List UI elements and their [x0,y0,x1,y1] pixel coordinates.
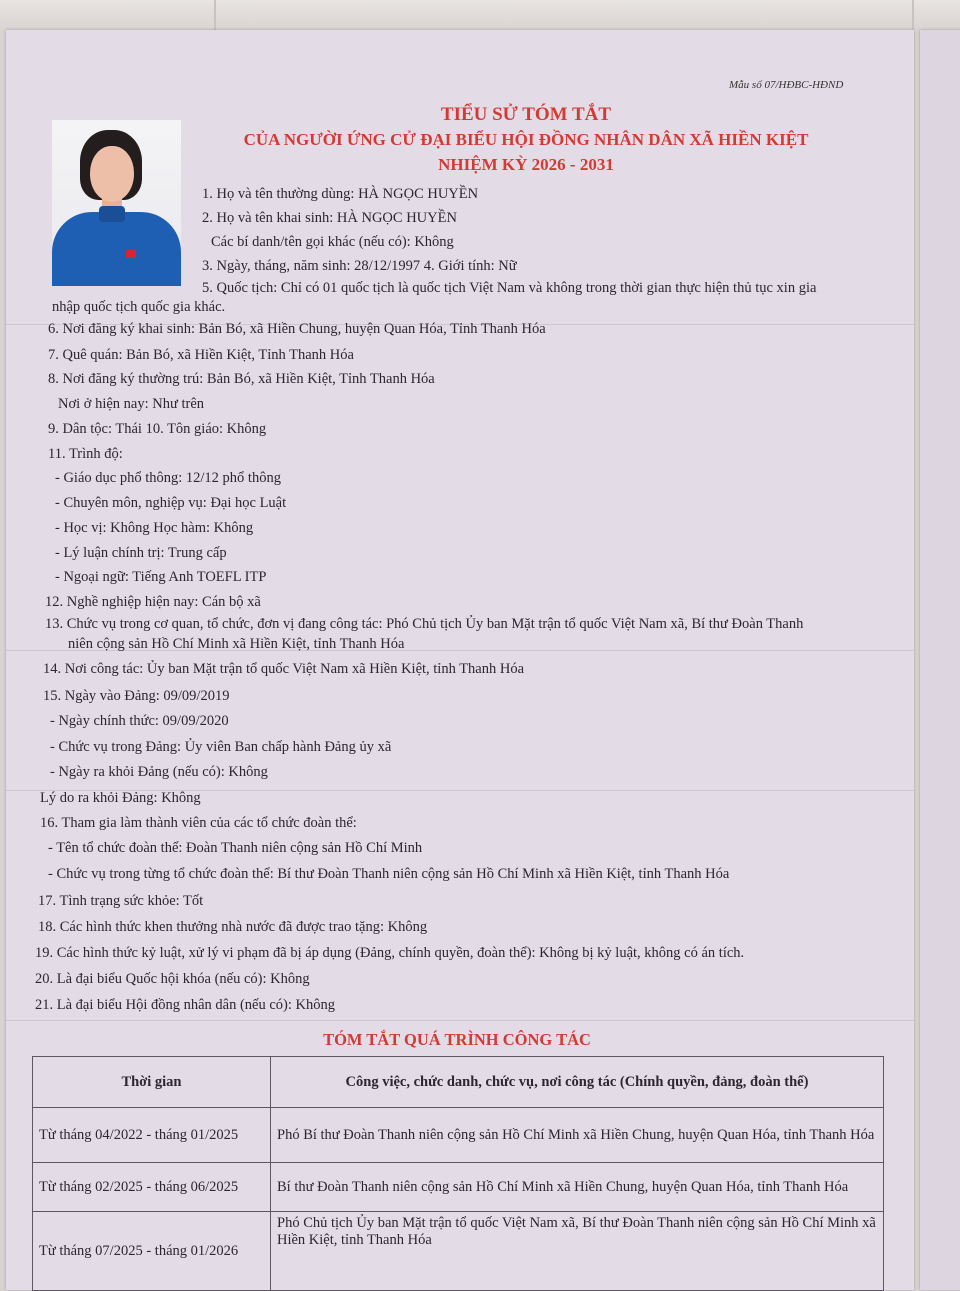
field-party-exit-date: - Ngày ra khỏi Đảng (nếu có): Không [50,764,268,780]
field-birth-registration: 6. Nơi đăng ký khai sinh: Bản Bó, xã Hiền Chung, huyện Quan Hóa, Tỉnh Thanh Hóa [48,321,546,337]
field-awards: 18. Các hình thức khen thưởng nhà nước đã được trao tặng: Không [38,919,428,935]
field-party-position: - Chức vụ trong Đảng: Ủy viên Ban chấp hành Đảng ủy xã [50,739,392,755]
field-degree: - Học vị: Không Học hàm: Không [55,520,254,536]
work-history-table [32,1056,884,1291]
adjacent-paper [920,30,960,1290]
document-title: TIỂU SỬ TÓM TẮT [440,104,612,125]
table-row [33,1163,884,1212]
field-organizations: 16. Tham gia làm thành viên của các tổ chức đoàn thể: [40,815,357,831]
document-subtitle: CỦA NGƯỜI ỨNG CỬ ĐẠI BIỂU HỘI ĐỒNG NHÂN DÂN XÃ HIỀN KIỆT [243,130,809,149]
field-political-theory: - Lý luận chính trị: Trung cấp [55,545,227,561]
row-time: Từ tháng 04/2022 - tháng 01/2025 [33,1108,271,1163]
wall-background [0,0,960,34]
header-description: Công việc, chức danh, chức vụ, nơi công tác (Chính quyền, đảng, đoàn thể) [271,1057,884,1108]
field-common-name: 1. Họ và tên thường dùng: HÀ NGỌC HUYỀN [202,186,479,202]
row-description: Bí thư Đoàn Thanh niên cộng sản Hồ Chí Minh xã Hiền Chung, huyện Quan Hóa, tỉnh Thanh Hóa [271,1163,884,1212]
field-permanent-residence: 8. Nơi đăng ký thường trú: Bản Bó, xã Hiền Kiệt, Tỉnh Thanh Hóa [48,371,435,387]
row-time: Từ tháng 02/2025 - tháng 06/2025 [33,1163,271,1212]
field-workplace: 14. Nơi công tác: Ủy ban Mặt trận tổ quốc Việt Nam xã Hiền Kiệt, tỉnh Thanh Hóa [43,661,525,677]
field-general-education: - Giáo dục phổ thông: 12/12 phổ thông [55,470,281,486]
field-national-assembly: 20. Là đại biểu Quốc hội khóa (nếu có): Không [35,971,310,987]
field-organization-position: - Chức vụ trong từng tổ chức đoàn thể: Bí thư Đoàn Thanh niên cộng sản Hồ Chí Minh xã Hiền Kiệt, tỉnh Thanh Hóa [48,866,730,882]
field-education: 11. Trình độ: [48,446,123,462]
form-number: Mẫu số 07/HĐBC-HĐND [729,79,844,91]
wall-tile-seam [912,0,914,34]
field-nationality-cont: nhập quốc tịch quốc gia khác. [52,299,226,315]
header-time: Thời gian [33,1057,271,1108]
candidate-photo [52,120,181,286]
photo-collar [99,206,125,222]
field-current-residence: Nơi ở hiện nay: Như trên [58,396,205,412]
row-description: Phó Bí thư Đoàn Thanh niên cộng sản Hồ Chí Minh xã Hiền Chung, huyện Quan Hóa, tỉnh Thanh Hóa [271,1108,884,1163]
field-peoples-council: 21. Là đại biểu Hội đồng nhân dân (nếu có): Không [35,997,335,1013]
field-position: 13. Chức vụ trong cơ quan, tổ chức, đơn vị đang công tác: Phó Chủ tịch Ủy ban Mặt trận tổ quốc Việt Nam xã, Bí thư Đoàn Thanh [45,616,804,632]
row-time: Từ tháng 07/2025 - tháng 01/2026 [33,1212,271,1291]
row-description: Phó Chủ tịch Ủy ban Mặt trận tổ quốc Việt Nam xã, Bí thư Đoàn Thanh niên cộng sản Hồ Chí Minh xã Hiền Kiệt, tỉnh Thanh Hóa [271,1212,884,1291]
field-position-cont: niên cộng sản Hồ Chí Minh xã Hiền Kiệt, tỉnh Thanh Hóa [68,636,405,652]
field-hometown: 7. Quê quán: Bản Bó, xã Hiền Kiệt, Tỉnh Thanh Hóa [48,347,354,363]
photo-shirt [52,212,181,286]
wall-tile-seam [214,0,216,34]
field-specialty: - Chuyên môn, nghiệp vụ: Đại học Luật [55,495,287,511]
photo-face [90,146,134,202]
photo-badge [126,250,136,258]
field-dob-gender: 3. Ngày, tháng, năm sinh: 28/12/1997 4. Giới tính: Nữ [202,258,517,274]
field-birth-name: 2. Họ và tên khai sinh: HÀ NGỌC HUYỀN [202,210,457,226]
field-party-join-date: 15. Ngày vào Đảng: 09/09/2019 [43,688,230,704]
table-row [33,1212,884,1291]
document-term: NHIỆM KỲ 2026 - 2031 [438,155,614,174]
field-alias: Các bí danh/tên gọi khác (nếu có): Không [211,234,454,250]
field-ethnicity-religion: 9. Dân tộc: Thái 10. Tôn giáo: Không [48,421,267,437]
field-foreign-language: - Ngoại ngữ: Tiếng Anh TOEFL ITP [55,569,267,585]
paper-fold [6,1020,914,1021]
field-party-official-date: - Ngày chính thức: 09/09/2020 [50,713,229,729]
work-history-title: TÓM TẮT QUÁ TRÌNH CÔNG TÁC [323,1030,591,1049]
field-party-exit-reason: Lý do ra khỏi Đảng: Không [40,790,201,806]
field-occupation: 12. Nghề nghiệp hiện nay: Cán bộ xã [45,594,261,610]
field-organization-name: - Tên tổ chức đoàn thể: Đoàn Thanh niên cộng sản Hồ Chí Minh [48,840,423,856]
field-discipline: 19. Các hình thức kỷ luật, xử lý vi phạm đã bị áp dụng (Đảng, chính quyền, đoàn thể): Không bị kỷ luật, không có án tích. [35,945,745,961]
table-row [33,1108,884,1163]
table-header-row [33,1057,884,1108]
field-health: 17. Tình trạng sức khỏe: Tốt [38,893,204,909]
field-nationality: 5. Quốc tịch: Chỉ có 01 quốc tịch là quốc tịch Việt Nam và không trong thời gian thực hiện thủ tục xin gia [202,280,817,296]
